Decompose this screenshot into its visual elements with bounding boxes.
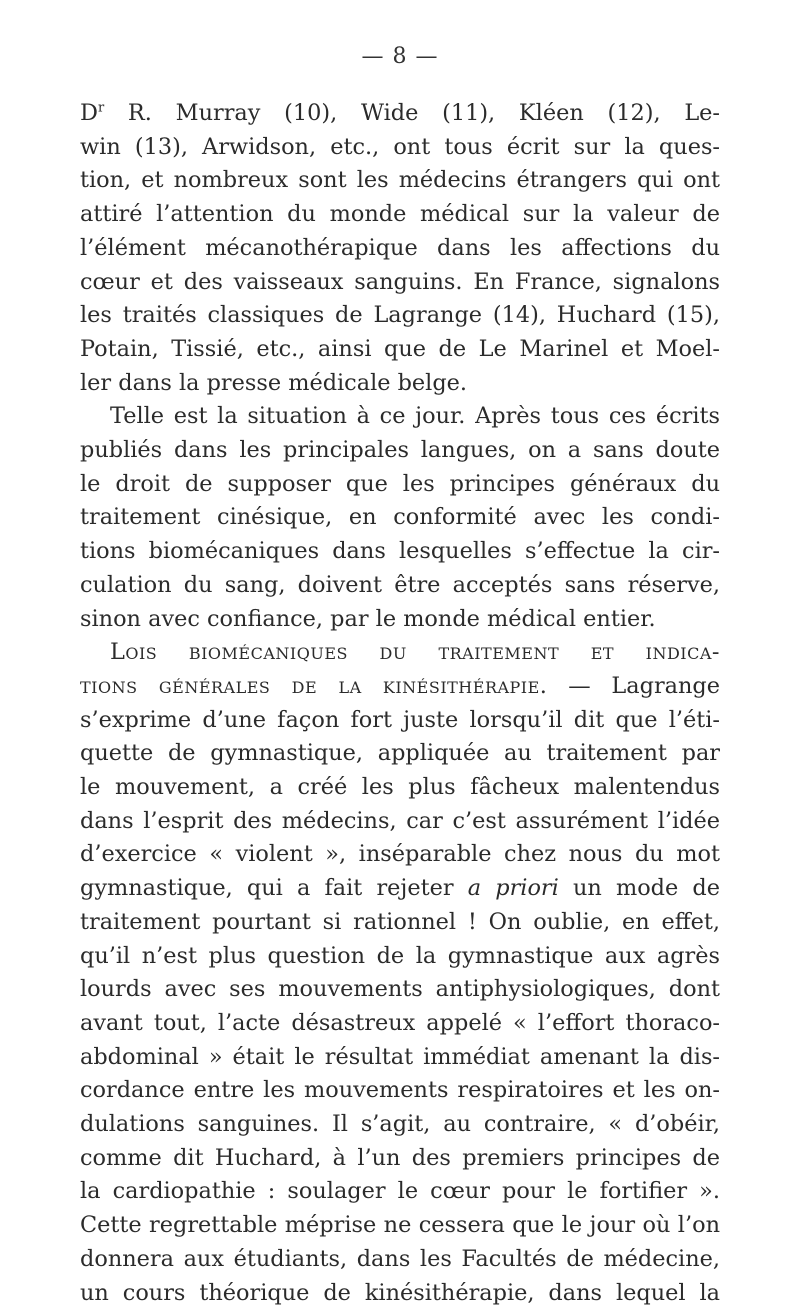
- line-text: cœur et des vaisseaux sanguins. En France, signalons: [80, 269, 720, 295]
- text-line: [80, 938, 720, 974]
- text-line: [80, 1039, 720, 1075]
- text-line: [80, 365, 720, 401]
- line-text: d’exercice « violent », inséparable chez nous du mot: [80, 841, 720, 867]
- text-line: [80, 735, 720, 771]
- line-text: le mouvement, a créé les plus fâcheux malentendus: [80, 774, 720, 800]
- text-line: [80, 601, 720, 637]
- line-text: ler dans la presse médicale belge.: [80, 370, 468, 396]
- text-line: [110, 398, 720, 434]
- line-text: quette de gymnastique, appliquée au traitement par: [80, 740, 720, 766]
- line-text: s’exprime d’une façon fort juste lorsqu’il dit que l’éti-: [80, 707, 720, 733]
- line-text: Potain, Tissié, etc., ainsi que de Le Marinel et Moel-: [80, 336, 720, 362]
- line-text: le droit de supposer que les principes généraux du: [80, 471, 720, 497]
- line-it: a priori: [467, 875, 559, 901]
- text-line: [80, 567, 720, 603]
- line-text: donnera aux étudiants, dans les Facultés de médecine,: [80, 1246, 720, 1272]
- line-text: tion, et nombreux sont les médecins étrangers qui ont: [80, 167, 720, 193]
- line-text: abdominal » était le résultat immédiat amenant la dis-: [80, 1044, 720, 1070]
- text-line: [80, 904, 720, 940]
- text-line: [80, 297, 720, 333]
- text-line: [80, 1005, 720, 1041]
- line-text: — Lagrange: [547, 673, 721, 699]
- line-text: culation du sang, doivent être acceptés sans réserve,: [80, 572, 720, 598]
- text-line: [80, 1241, 720, 1277]
- text-line: [80, 331, 720, 367]
- line-text: la cardiopathie : soulager le cœur pour le fortifier ».: [80, 1178, 720, 1204]
- text-line: [80, 230, 720, 266]
- line-text: Cette regrettable méprise ne cessera que le jour où l’on: [80, 1212, 720, 1238]
- page-number: — 8 —: [361, 44, 439, 69]
- text-line: [80, 668, 720, 704]
- text-line: [110, 634, 720, 670]
- line-text: sinon avec confiance, par le monde médical entier.: [80, 606, 656, 632]
- text-line: [80, 836, 720, 872]
- text-line: [80, 971, 720, 1007]
- text-line: [80, 129, 720, 165]
- text-line: [80, 1207, 720, 1243]
- line-text: avant tout, l’acte désastreux appelé « l’effort thoraco-: [80, 1010, 720, 1036]
- line-text: publiés dans les principales langues, on a sans doute: [80, 437, 720, 463]
- line-text: un cours théorique de kinésithérapie, dans lequel la: [80, 1280, 720, 1306]
- line-text: tions biomécaniques dans lesquelles s’effectue la cir-: [80, 538, 720, 564]
- line-text: gymnastique, qui a fait rejeter: [80, 875, 468, 901]
- text-line: [80, 162, 720, 198]
- line-text: Telle est la situation à ce jour. Après tous ces écrits: [110, 403, 720, 429]
- line-text: qu’il n’est plus question de la gymnastique aux agrès: [80, 943, 720, 969]
- text-line: [80, 533, 720, 569]
- text-line: [80, 803, 720, 839]
- text-line: [80, 1072, 720, 1108]
- text-line: [80, 196, 720, 232]
- line-text: les traités classiques de Lagrange (14), Huchard (15),: [80, 302, 720, 328]
- text-line: [80, 1140, 720, 1176]
- line-post: un mode de: [558, 875, 721, 901]
- line-text: R. Murray (10), Wide (11), Kléen (12), Le-: [104, 100, 720, 126]
- line-text: dans l’esprit des médecins, car c’est assurément l’idée: [80, 808, 720, 834]
- text-line: [80, 769, 720, 805]
- line-pre: D: [80, 100, 98, 126]
- line-text: cordance entre les mouvements respiratoires et les on-: [80, 1077, 720, 1103]
- line-text: dulations sanguines. Il s’agit, au contraire, « d’obéir,: [80, 1111, 720, 1137]
- line-sup: r: [97, 100, 105, 116]
- line-text: traitement cinésique, en conformité avec les condi-: [80, 504, 720, 530]
- text-line: [80, 870, 720, 906]
- line-text: lourds avec ses mouvements antiphysiologiques, dont: [80, 976, 720, 1002]
- text-line: [80, 466, 720, 502]
- text-line: [80, 1275, 720, 1311]
- line-text: l’élément mécanothérapique dans les affections du: [80, 235, 720, 261]
- line-sc: Lois biomécaniques du traitement et indica-: [110, 639, 720, 665]
- text-line: [80, 432, 720, 468]
- text-line: [80, 264, 720, 300]
- line-text: attiré l’attention du monde médical sur la valeur de: [80, 201, 720, 227]
- text-line: [80, 1106, 720, 1142]
- line-text: traitement pourtant si rationnel ! On oublie, en effet,: [80, 909, 720, 935]
- text-line: [80, 702, 720, 738]
- line-text: comme dit Huchard, à l’un des premiers principes de: [80, 1145, 720, 1171]
- line-text: win (13), Arwidson, etc., ont tous écrit sur la ques-: [80, 134, 720, 160]
- text-line: [80, 1173, 720, 1209]
- text-line: [80, 95, 720, 131]
- line-sc: tions générales de la kinésithérapie.: [80, 673, 548, 699]
- text-line: [80, 499, 720, 535]
